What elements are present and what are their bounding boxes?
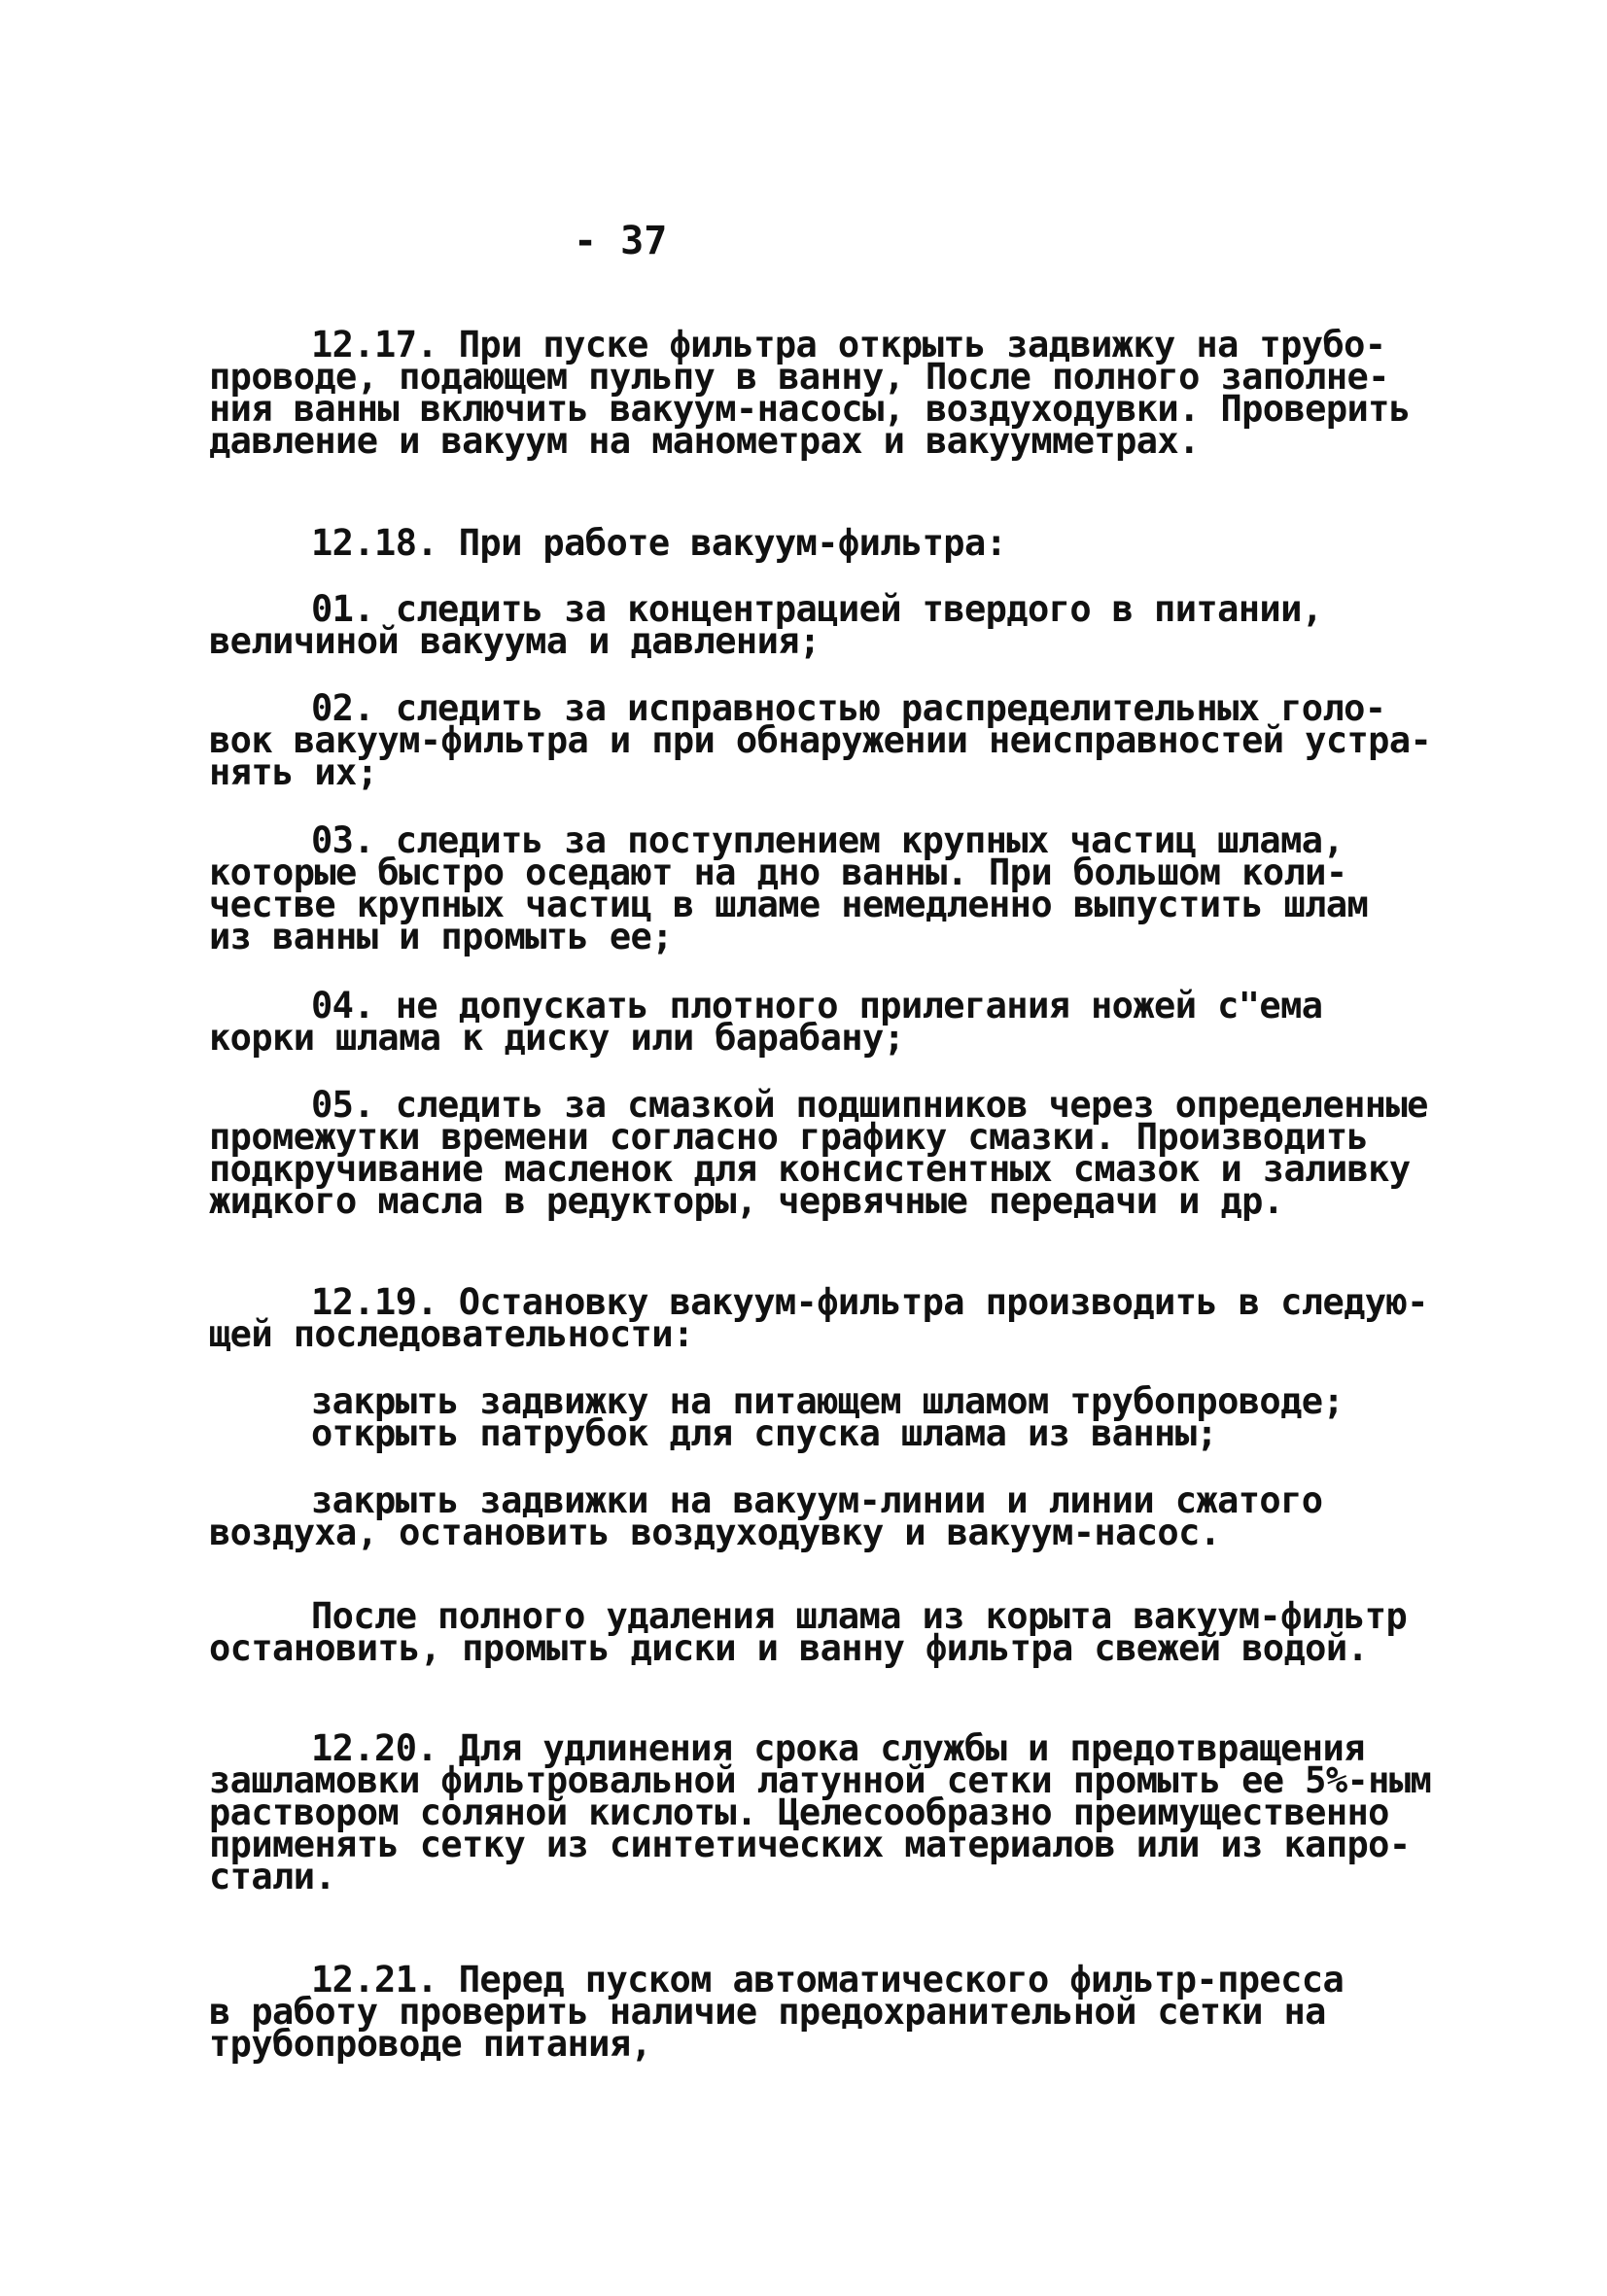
shutdown-step-2 <box>209 1479 1415 1553</box>
text-line: 12.17. При пуске фильтра открыть задвижку на трубо- <box>311 324 1386 365</box>
list-item-03 <box>209 819 1415 957</box>
shutdown-step-1 <box>209 1380 1415 1454</box>
paragraph-12-17 <box>209 324 1415 462</box>
text-line: которые быстро оседают на дно ванны. При большом коли- <box>209 852 1347 893</box>
text-line: 12.21. Перед пуском автоматического фильтр-пресса <box>311 1959 1345 2000</box>
paragraph-12-21 <box>209 1959 1415 2065</box>
text-line: трубопроводе питания, <box>209 2023 652 2065</box>
text-line: 02. следить за исправностью распределительных голо- <box>311 687 1386 729</box>
list-item-01 <box>209 588 1415 662</box>
text-line: воздуха, остановить воздуходувку и вакуум-насос. <box>209 1512 1221 1553</box>
text-line: корки шлама к диску или барабану; <box>209 1017 905 1059</box>
text-line: применять сетку из синтетических материалов или из капро- <box>209 1824 1411 1865</box>
text-line: 04. не допускать плотного прилегания ножей с"ема <box>311 985 1323 1026</box>
text-line: стали. <box>209 1856 336 1897</box>
text-line: из ванны и промыть ее; <box>209 916 673 957</box>
text-line: зашламовки фильтровальной латунной сетки промыть ее 5%-ным <box>209 1759 1432 1801</box>
text-line: 12.19. Остановку вакуум-фильтра производить в следую- <box>311 1281 1428 1323</box>
text-line: открыть патрубок для спуска шлама из ванны; <box>311 1412 1218 1454</box>
shutdown-step-3 <box>209 1595 1415 1669</box>
text-line: нять их; <box>209 751 378 793</box>
list-item-04 <box>209 985 1415 1059</box>
text-line: 12.18. При работе вакуум-фильтра: <box>311 522 1007 564</box>
text-line: ния ванны включить вакуум-насосы, воздуходувки. Проверить <box>209 388 1411 430</box>
text-line: щей последовательности: <box>209 1313 694 1355</box>
text-line: жидкого масла в редукторы, червячные передачи и др. <box>209 1180 1284 1222</box>
text-line: 12.20. Для удлинения срока службы и предотвращения <box>311 1727 1365 1769</box>
text-line: 03. следить за поступлением крупных частиц шлама, <box>311 819 1345 861</box>
text-line: величиной вакуума и давления; <box>209 620 821 662</box>
text-line: 01. следить за концентрацией твердого в питании, <box>311 588 1323 630</box>
text-line: в работу проверить наличие предохранительной сетки на <box>209 1991 1326 2033</box>
text-line: остановить, промыть диски и ванну фильтра свежей водой. <box>209 1627 1369 1669</box>
paragraph-12-20 <box>209 1727 1432 1897</box>
text-line: промежутки времени согласно графику смазки. Производить <box>209 1116 1369 1158</box>
paragraph-12-19 <box>209 1281 1428 1355</box>
text-line: давление и вакуум на манометрах и вакуумметрах. <box>209 420 1200 462</box>
text-line: раствором соляной кислоты. Целесообразно преимущественно <box>209 1792 1389 1833</box>
list-item-02 <box>209 687 1432 793</box>
text-line: подкручивание масленок для консистентных смазок и заливку <box>209 1148 1411 1190</box>
text-line: честве крупных частиц в шламе немедленно выпустить шлам <box>209 884 1369 925</box>
text-line: закрыть задвижку на питающем шламом трубопроводе; <box>311 1380 1345 1422</box>
text-line: После полного удаления шлама из корыта вакуум-фильтр <box>311 1595 1408 1637</box>
list-item-05 <box>209 1084 1428 1222</box>
text-line: проводе, подающем пульпу в ванну, После полного заполне- <box>209 356 1389 398</box>
text-line: вок вакуум-фильтра и при обнаружении неисправностей устра- <box>209 719 1432 761</box>
text-line: закрыть задвижки на вакуум-линии и линии сжатого <box>311 1479 1323 1521</box>
text-line: 05. следить за смазкой подшипников через определенные <box>311 1084 1428 1126</box>
page-number: - 37 <box>574 219 668 263</box>
paragraph-12-18 <box>209 522 1415 564</box>
